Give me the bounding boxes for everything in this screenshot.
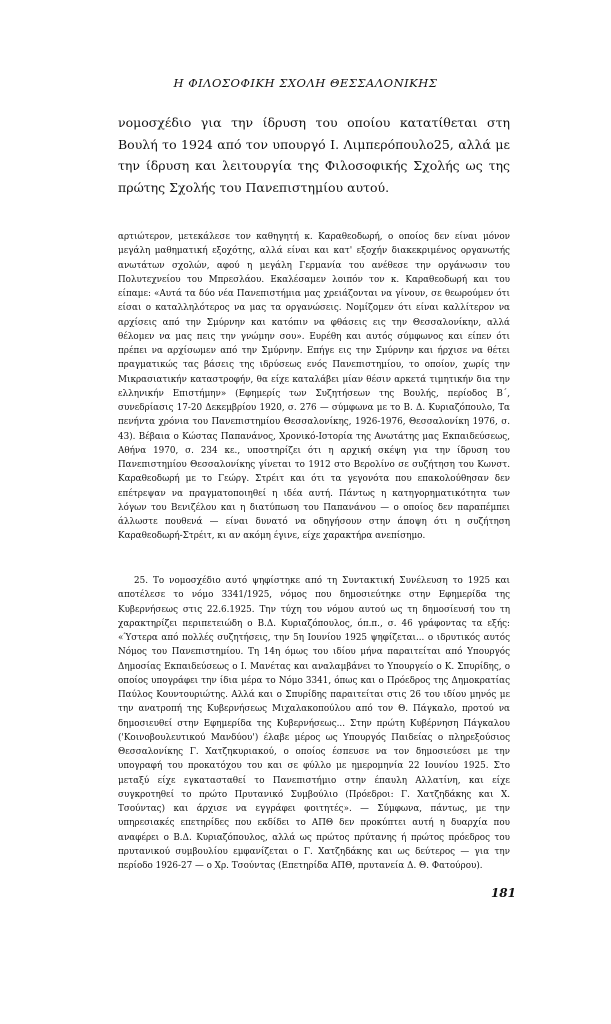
footnote-continuation: αρτιώτερον, μετεκάλεσε τον καθηγητή κ. Καραθεοδωρή, ο οποίος δεν είναι μόνον μεγάλη μαθηματική εξοχότης, αλλά είναι και κατ' εξοχήν διακεκριμένος οργανωτής ανωτάτων σχολών, αφού η μεγάλη Γερμανία του ανέθεσε την οργάνωσιν του Πολυτεχνείου του Μπρεσλάου. Εκαλέσαμεν λοιπόν τον κ. Καραθεοδωρή και του είπαμε: «Αυτά τα δύο νέα Πανεπιστήμια μας χρειάζονται να γίνουν, σε θεωρούμεν ότι είσαι ο καταλληλότερος να μας τα οργανώσεις. Νομίζομεν ότι είναι καλλίτερον να αρχίσεις από την Σμύρνην και κατόπιν να φθάσεις εις την Θεσσαλονίκην, αλλά θέλομεν να μας πεις την γνώμην σου». Ευρέθη και αυτός σύμφωνος και είπεν ότι πρέπει να αρχίσωμεν από την Σμύρνην. Επήγε εις την Σμύρνην και ήρχισε να θέτει πραγματικώς τας βάσεις της ιδρύσεως ενός Πανεπιστημίου, το οποίον, χωρίς την Μικρασιατικήν καταστροφήν, θα είχε καταλάβει μίαν θέσιν αρκετά τιμητικήν δια την ελληνικήν Επιστήμην» (Εφημερίς των Συζητήσεων της Βουλής, περίοδος Β΄, συνεδρίασις 17-20 Δεκεμβρίου 1920, σ. 276 — σύμφωνα με το Β. Δ. Κυριαζόπουλο, Τα πενήντα χρόνια του Πανεπιστημίου Θεσσαλονίκης, 1926-1976, Θεσσαλονίκη 1976, σ. 43). Βέβαια ο Κώστας Παπανάνος, Χρονικό-Ιστορία της Ανωτάτης μας Εκπαιδεύσεως, Αθήνα 1970, σ. 234 κε., υποστηρίζει ότι η αρχική σκέψη για την ίδρυση του Πανεπιστημίου Θεσσαλονίκης γίνεται το 1912 στο Βερολίνο σε συζήτηση του Κωνστ. Καραθεοδωρή με το Γεώργ. Στρέιτ και ότι τα γεγονότα που επακολούθησαν δεν επέτρεψαν να πραγματοποιηθεί η ιδέα αυτή. Πάντως η κατηγορηματικότητα των λόγων του Βενιζέλου και η διατύπωση του Παπανάνου — ο οποίος δεν παραπέμπει άλλωστε πουθενά — είναι δυνατό να οδηγήσουν στην άποψη ότι η συζήτηση Καραθεοδωρή-Στρέιτ, κι αν ακόμη έγινε, είχε χαρακτήρα ανεπίσημο. bbox=[118, 232, 510, 542]
main-paragraph: νομοσχέδιο για την ίδρυση του οποίου κατατίθεται στη Βουλή το 1924 από τον υπουργό Ι. Λιμπερόπουλο25, αλλά με την ίδρυση και λειτουργία της Φιλοσοφικής Σχολής ως της πρώτης Σχολής του Πανεπιστημίου αυτού. bbox=[118, 115, 510, 195]
footnote-25: 25. Το νομοσχέδιο αυτό ψηφίστηκε από τη Συντακτική Συνέλευση το 1925 και αποτέλεσε το νόμο 3341/1925, νόμος που δημοσιεύτηκε στην Εφημερίδα της Κυβερνήσεως στις 22.6.1925. Την τύχη του νόμου αυτού ως τη δημοσίευσή του τη χαρακτηρίζει περιπετειώδη ο Β.Δ. Κυριαζόπουλος, όπ.π., σ. 46 γράφοντας τα εξής: «Ύστερα από πολλές συζητήσεις, την 5η Ιουνίου 1925 ψηφίζεται... ο ιδρυτικός αυτός Νόμος του Πανεπιστημίου. Τη 14η όμως του ιδίου μήνα παραιτείται από Υπουργός Δημοσίας Εκπαιδεύσεως ο Ι. Μανέτας και αναλαμβάνει το Υπουργείο ο Κ. Σπυρίδης, ο οποίος υπογράφει την ίδια μέρα το Νόμο 3341, όπως και ο Πρόεδρος της Δημοκρατίας Παύλος Κουντουριώτης. Αλλά και ο Σπυρίδης παραιτείται στις 26 του ιδίου μηνός με την ανατροπή της Κυβερνήσεως Μιχαλακοπούλου από τον Θ. Πάγκαλο, προτού να δημοσιευθεί στην Εφημερίδα της Κυβερνήσεως... Στην πρώτη Κυβέρνηση Πάγκαλου ('Κοινοβουλευτικού Μανδύου') έλαβε μέρος ως Υπουργός Παιδείας ο πληρεξούσιος Θεσσαλονίκης Γ. Χατζηκυριακού, ο οποίος έσπευσε να τον δημοσιεύσει με την υπογραφή του προκατόχου του και σε φύλλο με ημερομηνία 22 Ιουνίου 1925. Στο μεταξύ είχε εγκατασταθεί το Πανεπιστήμιο στην έπαυλη Αλλατίνη, και είχε συγκροτηθεί το πρώτο Πρυτανικό Συμβούλιο (Πρόεδροι: Γ. Χατζηδάκης και Χ. Τσούντας) και άρχισε να εγγράφει φοιτητές». — Σύμφωνα, πάντως, με την υπηρεσιακές επετηρίδες που εκδίδει το ΑΠΘ δεν προκύπτει αυτή η δυαρχία που αναφέρει ο Β.Δ. Κυριαζόπουλος, αλλά ως πρώτος πρύτανης ή πρώτος πρόεδρος του πρυτανικού συμβουλίου εμφανίζεται ο Γ. Χατζηδάκης και ως δεύτερος — για την περίοδο 1926-27 — ο Χρ. Τσούντας (Επετηρίδα ΑΠΘ, πρυτανεία Δ. Θ. Φατούρου). bbox=[118, 576, 510, 871]
page-number: 181 bbox=[490, 886, 516, 900]
running-head: Η ΦΙΛΟΣΟΦΙΚΗ ΣΧΟΛΗ ΘΕΣΣΑΛΟΝΙΚΗΣ bbox=[173, 76, 438, 90]
